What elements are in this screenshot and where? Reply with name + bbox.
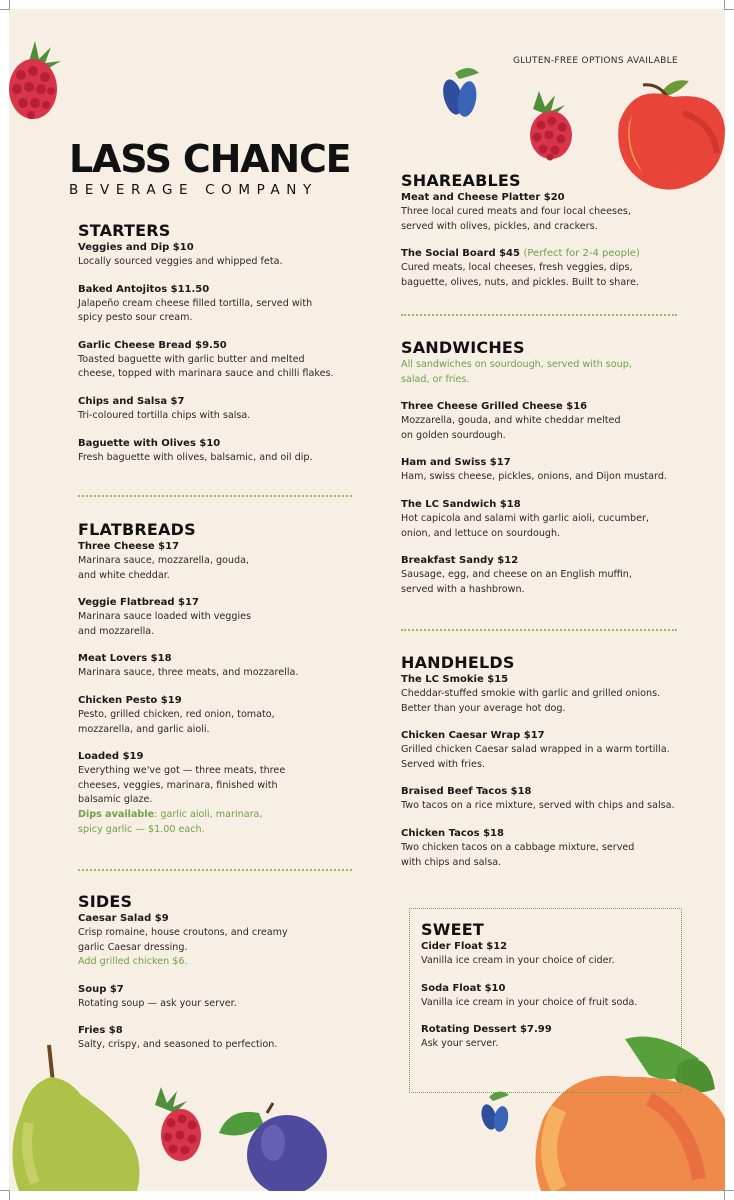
brand-subtitle: BEVERAGE COMPANY [69,182,318,198]
item-description: Sausage, egg, and cheese on an English muffin, served with a hashbrown. [401,569,632,595]
item-name: Breakfast Sandy $12 [401,555,519,567]
item-description: Hot capicola and salami with garlic aioli, cucumber, onion, and lettuce on sourdough. [401,512,649,539]
item-name: Veggies and Dip $10 [78,242,194,253]
shareables-section [401,171,691,303]
dips-label: Dips available [78,808,155,820]
item-name: Meat Lovers $18 [78,653,172,665]
section-title: HANDHELDS [401,653,515,672]
menu-item [78,912,378,970]
blueberry-icon [435,63,485,121]
item-description: Cured meats, local cheeses, fresh veggies, dips, baguette, olives, nuts, and pickles. Built to share. [401,262,639,288]
raspberry-icon [519,87,575,163]
item-name: Braised Beef Tacos $18 [401,786,532,798]
brand-logo [69,137,350,198]
item-description: Ham, swiss cheese, pickles, onions, and Dijon mustard. [401,471,667,483]
raspberry-icon [9,31,65,123]
gluten-free-notice: GLUTEN-FREE OPTIONS AVAILABLE [513,56,678,66]
item-description: Marinara sauce, mozzarella, gouda, and white cheddar. [78,555,250,581]
section-title: SHAREABLES [401,171,521,190]
menu-item [78,694,378,737]
crop-mark [0,1190,10,1200]
dips-note [78,808,378,837]
brand-name: LASS CHANCE [69,137,351,181]
item-name: Caesar Salad $9 [78,913,169,924]
sweet-section [421,920,679,1065]
section-divider [401,629,677,631]
menu-item [78,283,378,326]
item-description: Jalapeño cream cheese filled tortilla, served with spicy pesto sour cream. [78,297,313,324]
item-description: Two tacos on a rice mixture, served with chips and salsa. [401,800,675,812]
section-divider [78,869,352,871]
item-name: Chips and Salsa $7 [78,395,185,407]
item-name-note: (Perfect for 2-4 people) [523,248,640,260]
menu-item [78,241,378,270]
item-description: Tri-coloured tortilla chips with salsa. [78,409,251,421]
item-description: Grilled chicken Caesar salad wrapped in a warm tortilla. Served with fries. [401,744,670,770]
menu-item [78,652,378,681]
menu-item [421,982,679,1011]
item-name: Fries $8 [78,1025,123,1037]
item-description: Salty, crispy, and seasoned to perfection. [78,1039,278,1051]
item-description: Vanilla ice cream in your choice of fruit soda. [421,996,638,1008]
menu-item [401,400,691,443]
item-name-text: The Social Board $45 [401,248,520,260]
item-description: Mozzarella, gouda, and white cheddar melted on golden sourdough. [401,415,621,441]
section-title: FLATBREADS [78,520,196,539]
item-name: The LC Smokie $15 [401,674,509,685]
item-name: Soup $7 [78,983,124,995]
section-title: STARTERS [78,221,171,240]
item-name: Chicken Pesto $19 [78,694,182,706]
item-description: Toasted baguette with garlic butter and melted cheese, topped with marinara sauce and chilli flakes. [78,353,334,380]
blueberry-icon [475,1087,515,1139]
menu-item [401,827,701,870]
menu-item [401,785,701,814]
menu-item [78,540,378,583]
item-name: Baguette with Olives $10 [78,437,221,449]
item-description: Fresh baguette with olives, balsamic, and oil dip. [78,451,313,463]
item-description: Crisp romaine, house croutons, and creamy garlic Caesar dressing. [78,927,288,953]
item-name: Veggie Flatbread $17 [78,597,199,609]
item-description: Everything we've got — three meats, three cheeses, veggies, marinara, finished with balsamic glaze. [78,765,286,806]
menu-item [421,940,679,969]
item-name: Ham and Swiss $17 [401,457,511,469]
item-name: Baked Antojitos $11.50 [78,283,210,295]
item-description: Ask your server. [421,1038,499,1050]
menu-item [401,191,691,234]
menu-item [401,554,691,597]
menu-item [78,1024,378,1053]
section-title: SWEET [421,920,484,939]
dips-text: : garlic aioli, marinara, spicy garlic — $1.00 each. [78,808,263,835]
menu-item [78,983,378,1012]
item-description: Marinara sauce, three meats, and mozzarella. [78,667,299,679]
sandwiches-section [401,338,691,610]
handhelds-section [401,653,701,883]
raspberry-icon [143,1083,205,1165]
item-description: Marinara sauce loaded with veggies and mozzarella. [78,611,252,637]
plum-icon [215,1099,327,1191]
section-divider [401,314,677,316]
menu-item [401,456,691,485]
section-title: SIDES [78,892,133,911]
item-name: Three Cheese Grilled Cheese $16 [401,401,588,413]
item-description: Cheddar-stuffed smokie with garlic and grilled onions. Better than your average hot dog. [401,688,661,714]
section-title: SANDWICHES [401,338,525,357]
item-name: Cider Float $12 [421,941,508,952]
item-name: Three Cheese $17 [78,541,180,552]
menu-item [401,247,691,290]
menu-item [401,673,701,716]
section-note: All sandwiches on sourdough, served with soup, salad, or fries. [401,359,632,385]
menu-item [78,437,378,466]
section-divider [78,495,352,497]
item-name: Garlic Cheese Bread $9.50 [78,339,227,351]
item-name: Soda Float $10 [421,982,506,994]
item-description: Locally sourced veggies and whipped feta. [78,256,283,267]
menu-item [421,1023,679,1052]
item-description: Pesto, grilled chicken, red onion, tomato, mozzarella, and garlic aioli. [78,708,275,735]
item-description: Two chicken tacos on a cabbage mixture, served with chips and salsa. [401,841,635,868]
starters-section [78,221,378,478]
crop-mark [724,0,734,10]
menu-item [401,729,701,772]
sides-section [78,892,378,1066]
flatbreads-section [78,520,378,837]
item-name: Chicken Tacos $18 [401,827,504,839]
menu-page [9,9,725,1191]
menu-item [78,750,378,837]
item-name: The LC Sandwich $18 [401,498,521,510]
item-extra: Add grilled chicken $6. [78,956,188,968]
item-name: Loaded $19 [78,751,144,763]
crop-mark [724,1190,734,1200]
menu-item [78,395,378,424]
menu-item [401,498,691,541]
menu-item [78,339,378,382]
menu-item [78,596,378,639]
item-name: Rotating Dessert $7.99 [421,1024,552,1036]
item-description: Vanilla ice cream in your choice of cider. [421,955,615,966]
item-name [401,247,691,261]
crop-mark [0,0,10,10]
item-description: Rotating soup — ask your server. [78,997,237,1009]
item-name: Meat and Cheese Platter $20 [401,192,565,203]
item-name: Chicken Caesar Wrap $17 [401,730,545,742]
item-description: Three local cured meats and four local cheeses, served with olives, pickles, and crackers. [401,206,631,232]
